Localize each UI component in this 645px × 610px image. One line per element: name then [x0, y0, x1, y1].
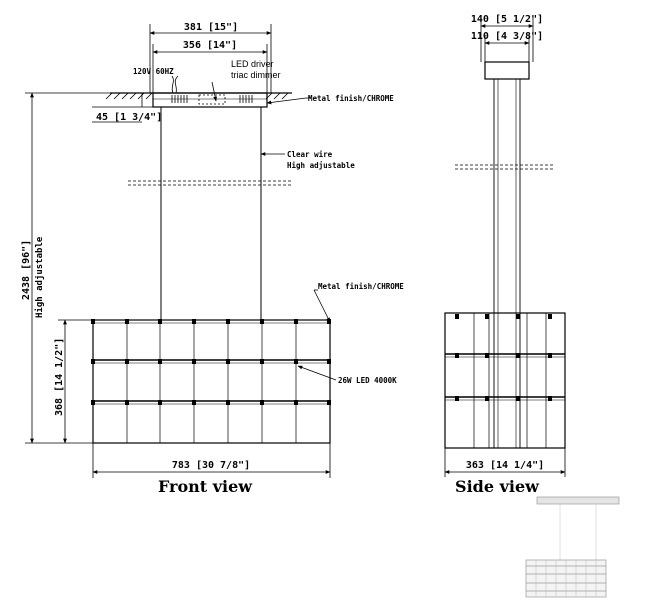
dim-label-side-fixture-width: 363 [14 1/4"]	[465, 460, 545, 471]
callout-metal-finish-top: Metal finish/CHROME	[308, 94, 394, 103]
front-view	[25, 24, 336, 478]
dim-label-side-canopy-inner: 110 [4 3/8"]	[470, 31, 544, 42]
side-view	[445, 17, 565, 477]
callout-triac-dimmer: triac dimmer	[231, 70, 281, 80]
feed-wire	[172, 76, 178, 93]
dim-label-overall-height: 2438 [96"]	[21, 239, 32, 300]
dim-label-fixture-width: 783 [30 7/8"]	[171, 460, 251, 471]
callout-high-adjustable: High adjustable	[287, 161, 355, 170]
chandelier-photo-icon	[526, 497, 619, 597]
dim-label-canopy-inner: 356 [14"]	[182, 40, 238, 51]
front-view-title: Front view	[157, 477, 253, 496]
dim-label-overall-height-note: High adjustable	[35, 236, 45, 318]
callout-voltage: 120V 60HZ	[133, 67, 174, 76]
side-break-line	[455, 165, 553, 169]
callout-clear-wire: Clear wire	[287, 150, 333, 159]
side-view-title: Side view	[455, 477, 539, 496]
dim-label-side-canopy-outer: 140 [5 1/2"]	[470, 14, 544, 25]
dim-label-canopy-outer: 381 [15"]	[183, 22, 239, 33]
leader-lines	[212, 82, 336, 380]
callout-metal-finish-body: Metal finish/CHROME	[318, 282, 404, 291]
fixture-body	[91, 319, 331, 443]
dim-label-canopy-height: 45 [1 3/4"]	[96, 112, 163, 123]
callout-led: 26W LED 4000K	[338, 376, 397, 385]
break-line	[128, 181, 293, 185]
canopy	[153, 93, 267, 107]
labels	[21, 14, 544, 496]
dim-label-fixture-height: 368 [14 1/2"]	[54, 337, 65, 416]
side-fixture-body	[445, 313, 565, 448]
callout-led-driver: LED driver	[231, 59, 274, 69]
side-canopy	[485, 62, 529, 79]
